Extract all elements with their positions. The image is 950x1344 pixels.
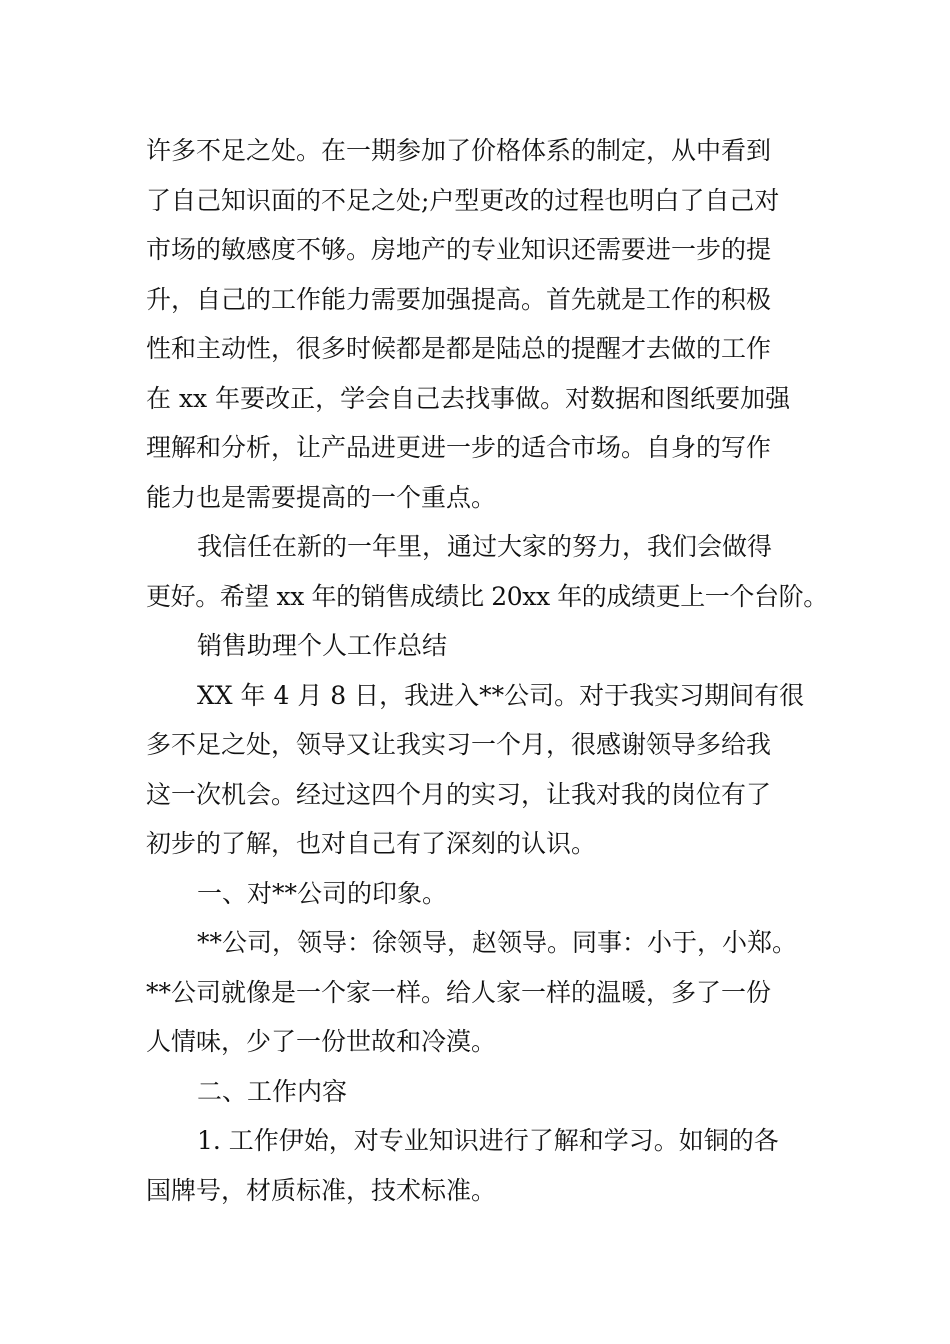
text-line-14: 这一次机会。经过这四个月的实习，让我对我的岗位有了 (146, 779, 772, 809)
section-title: 销售助理个人工作总结 (197, 631, 448, 660)
paragraph-start-line-12: XX 年 4 月 8 日，我进入**公司。对于我实习期间有很 (197, 680, 805, 710)
text-line-15: 初步的了解，也对自己有了深刻的认识。 (146, 829, 597, 858)
text-line-19: 人情味，少了一份世故和冷漠。 (146, 1027, 497, 1056)
text-line-4: 升，自己的工作能力需要加强提高。首先就是工作的积极 (146, 284, 772, 314)
text-line-7: 理解和分析，让产品进更进一步的适合市场。自身的写作 (146, 433, 772, 462)
text-line-6: 在 xx 年要改正，学会自己去找事做。对数据和图纸要加强 (146, 383, 791, 413)
paragraph-start-line-21: 1. 工作伊始，对专业知识进行了解和学习。如铜的各 (197, 1126, 779, 1155)
paragraph-start-line-17: **公司，领导：徐领导，赵领导。同事：小于，小郑。 (197, 928, 798, 957)
text-line-22: 国牌号，材质标准，技术标准。 (146, 1175, 497, 1205)
text-line-18: **公司就像是一个家一样。给人家一样的温暖，多了一份 (146, 977, 772, 1007)
text-line-3: 市场的敏感度不够。房地产的专业知识还需要进一步的提 (146, 235, 772, 264)
heading-company-impression: 一、对**公司的印象。 (197, 878, 448, 908)
text-line-10: 更好。希望 xx 年的销售成绩比 20xx 年的成绩更上一个台阶。 (146, 581, 828, 611)
text-line-8: 能力也是需要提高的一个重点。 (146, 482, 497, 512)
body-text (146, 126, 826, 1215)
paragraph-start-line-9: 我信任在新的一年里，通过大家的努力，我们会做得 (197, 532, 773, 561)
heading-work-content: 二、工作内容 (197, 1076, 348, 1106)
text-line-13: 多不足之处，领导又让我实习一个月，很感谢领导多给我 (146, 730, 772, 759)
text-line-1: 许多不足之处。在一期参加了价格体系的制定，从中看到 (146, 136, 772, 165)
text-line-5: 性和主动性，很多时候都是都是陆总的提醒才去做的工作 (146, 334, 772, 363)
text-line-2: 了自己知识面的不足之处;户型更改的过程也明白了自己对 (146, 185, 780, 215)
